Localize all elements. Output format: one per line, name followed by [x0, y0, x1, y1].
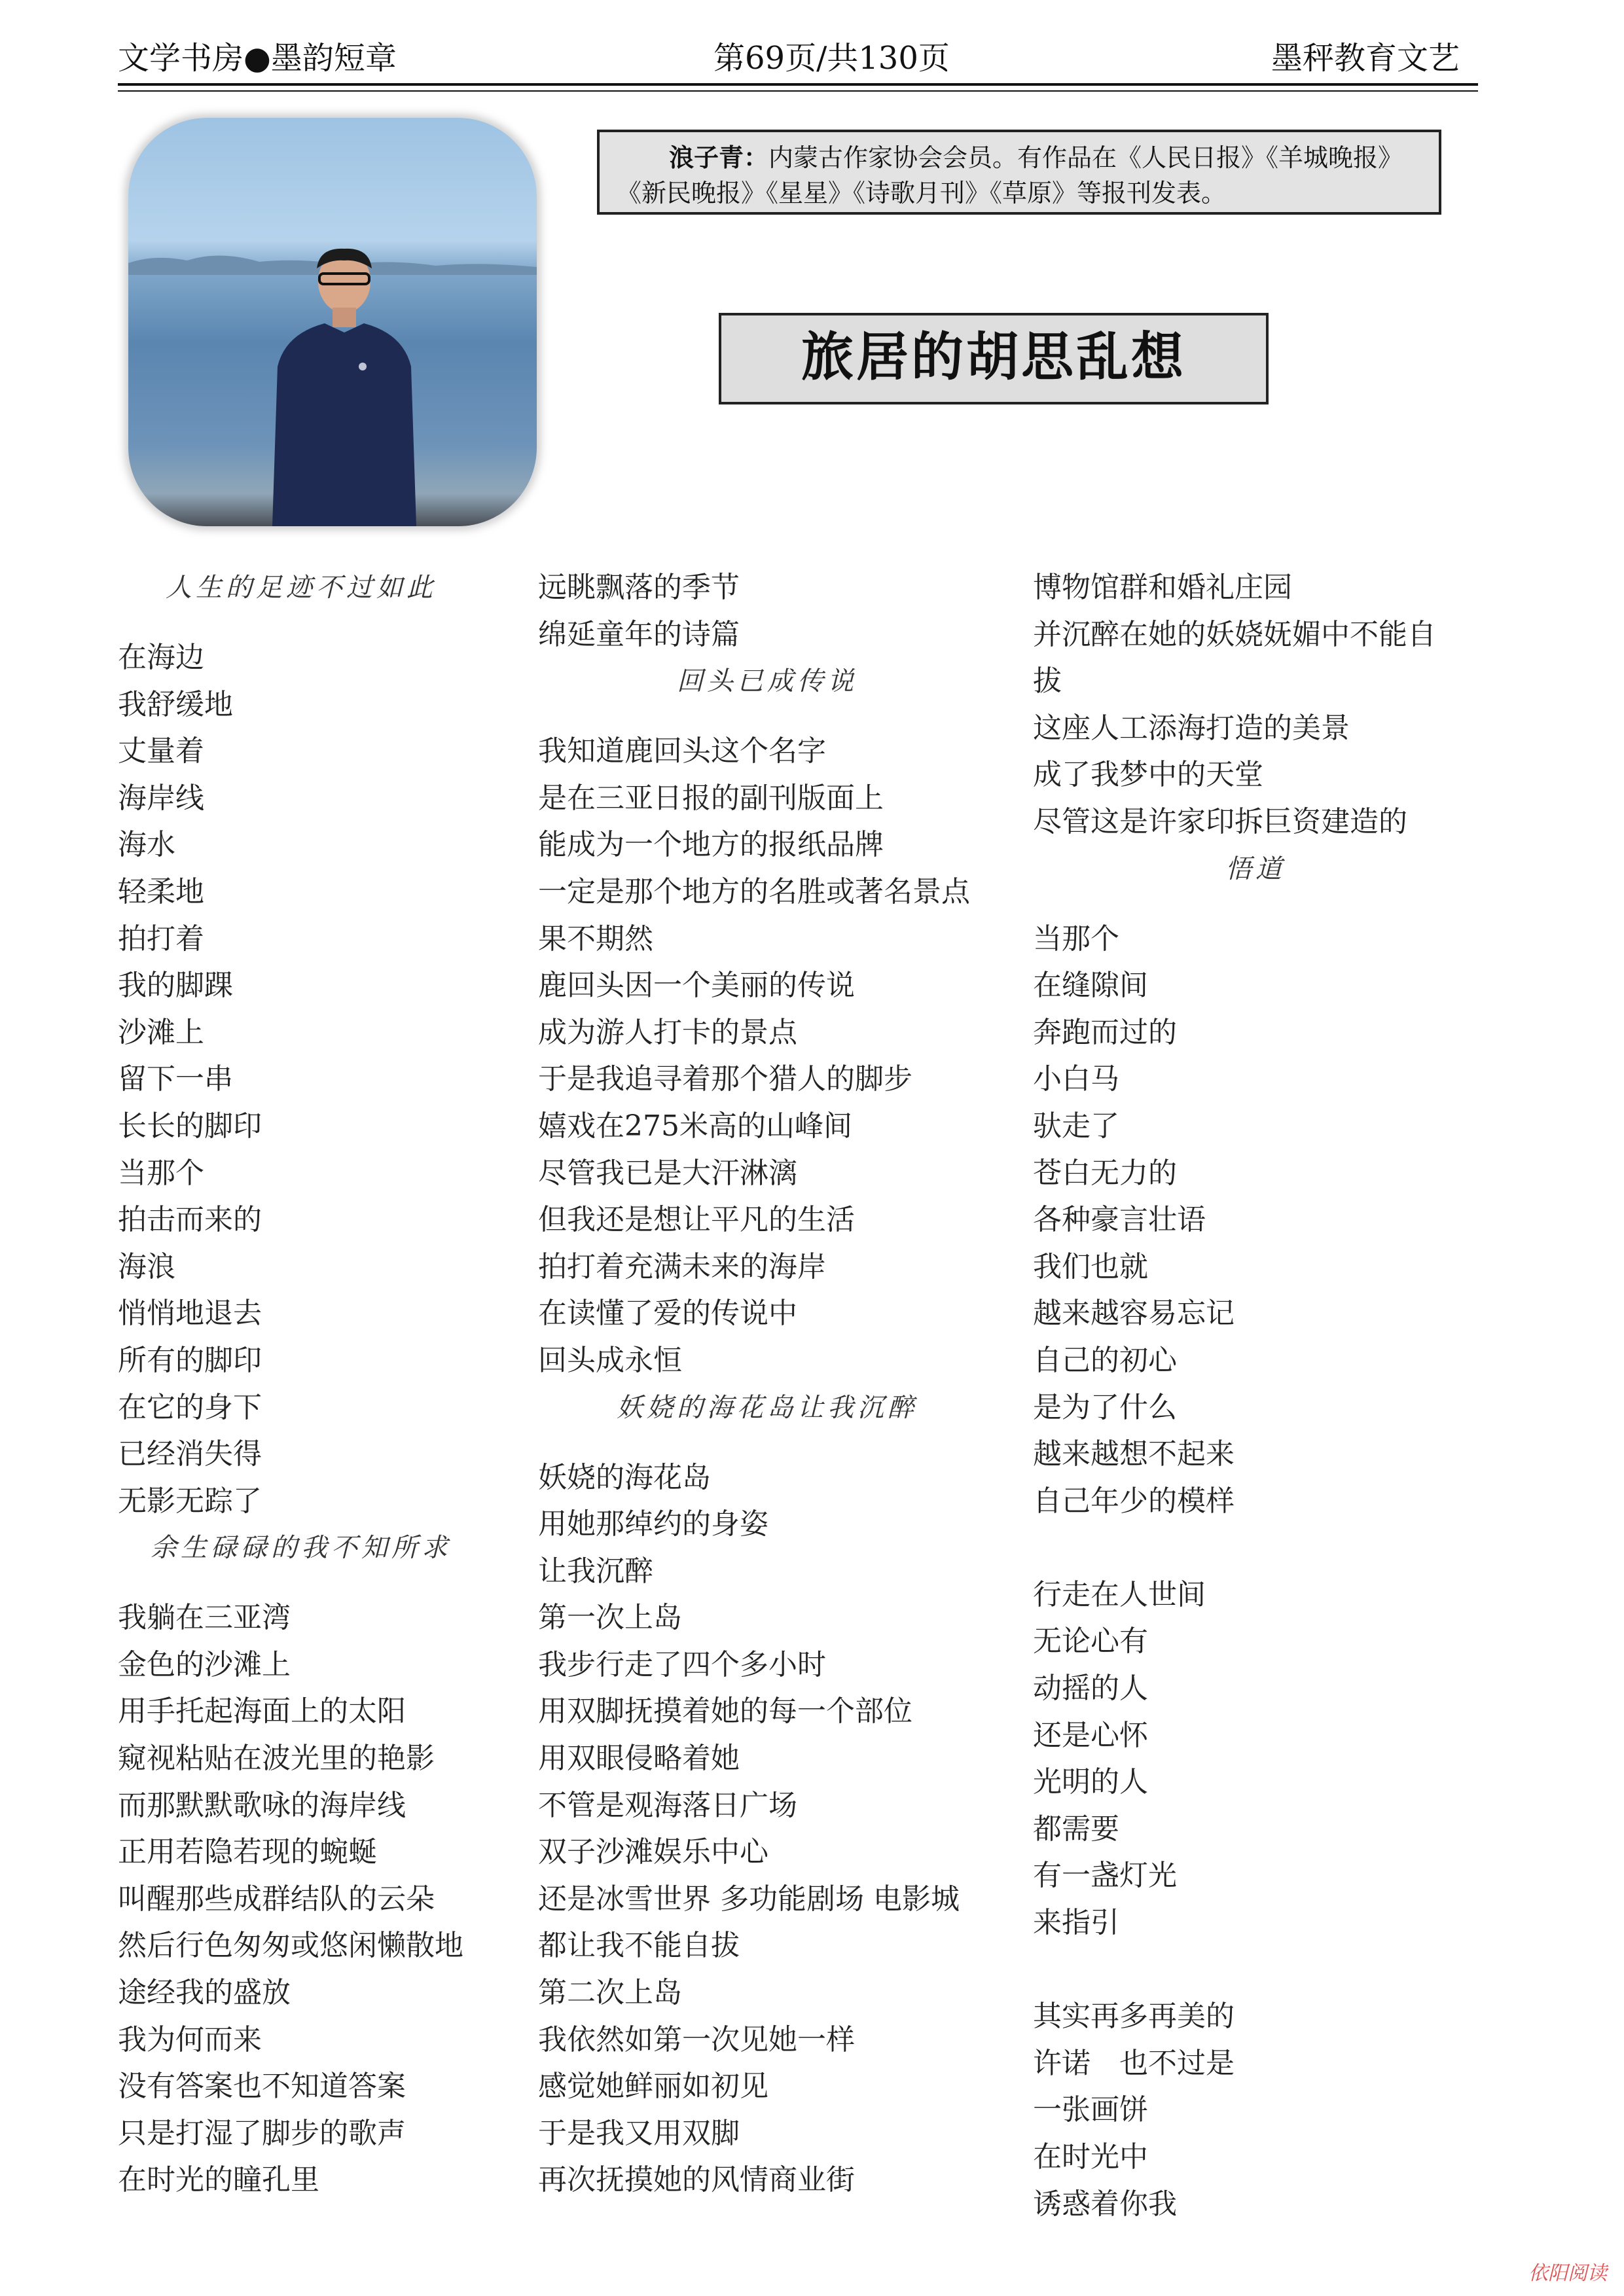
- section-heading: 悟道: [1225, 853, 1286, 884]
- page-number: 第69页/共130页: [713, 40, 950, 77]
- poem-line: 并沉醉在她的妖娆妩媚中不能自: [1033, 617, 1436, 651]
- poem-line: 是在三亚日报的副刊版面上: [538, 781, 884, 815]
- poem-line: 回头成永恒: [538, 1343, 682, 1377]
- section-heading: 人生的足迹不过如此: [166, 573, 437, 603]
- person-figure: [259, 242, 429, 526]
- poem-line: 自己年少的模样: [1033, 1484, 1235, 1518]
- text-column-1: [118, 564, 484, 2204]
- poem-line: 已经消失得: [118, 1437, 262, 1471]
- poem-line: 所有的脚印: [118, 1343, 262, 1377]
- poem-line: 无论心有: [1033, 1624, 1148, 1659]
- poem-line: 行走在人世间: [1033, 1577, 1206, 1611]
- poem-line: 然后行色匆匆或悠闲懒散地: [118, 1929, 463, 1963]
- poem-line: 海岸线: [118, 781, 204, 815]
- poem-line: 光明的人: [1033, 1765, 1148, 1799]
- poem-line: 叫醒那些成群结队的云朵: [118, 1882, 435, 1916]
- page-header: [118, 26, 1479, 79]
- poem-line: 海水: [118, 828, 175, 862]
- poem-line: 我知道鹿回头这个名字: [538, 734, 826, 768]
- poem-line: 沙滩上: [118, 1015, 204, 1049]
- poem-line: 在海边: [118, 641, 204, 674]
- poem-line: 我依然如第一次见她一样: [538, 2022, 855, 2056]
- poem-line: 诱惑着你我: [1033, 2187, 1177, 2221]
- poem-line: 在它的身下: [118, 1390, 262, 1424]
- poem-line: 妖娆的海花岛: [538, 1460, 711, 1494]
- poem-line: 苍白无力的: [1033, 1156, 1177, 1190]
- poem-line: 让我沉醉: [538, 1554, 653, 1588]
- poem-line: 尽管我已是大汗淋漓: [538, 1156, 797, 1190]
- poem-line: 丈量着: [118, 734, 204, 768]
- poem-line: 果不期然: [538, 922, 653, 956]
- poem-line: 当那个: [1033, 922, 1119, 956]
- poem-line: 感觉她鲜丽如初见: [538, 2070, 768, 2104]
- text-column-3: [1033, 564, 1478, 2227]
- section-heading: 妖娆的海花岛让我沉醉: [617, 1392, 918, 1423]
- poem-line: 越来越容易忘记: [1033, 1297, 1235, 1331]
- poem-line: 自己的初心: [1033, 1343, 1177, 1377]
- poem-line: 在时光的瞳孔里: [118, 2163, 319, 2197]
- poem-line: 轻柔地: [118, 874, 204, 908]
- poem-line: 长长的脚印: [118, 1109, 262, 1143]
- author-photo: [128, 118, 537, 526]
- poem-line: 一张画饼: [1033, 2093, 1148, 2127]
- poem-line: 在时光中: [1033, 2140, 1148, 2174]
- poem-line: 途经我的盛放: [118, 1976, 291, 2010]
- section-heading: 回头已成传说: [677, 666, 857, 697]
- poem-line: 能成为一个地方的报纸品牌: [538, 828, 884, 862]
- poem-line: 留下一串: [118, 1062, 233, 1096]
- poem-line: 拍打着充满未来的海岸: [538, 1249, 826, 1283]
- poem-line: 用双眼侵略着她: [538, 1742, 740, 1776]
- poem-line: 但我还是想让平凡的生活: [538, 1203, 855, 1237]
- poem-line: 我为何而来: [118, 2022, 262, 2056]
- poem-line: 尽管这是许家印拆巨资建造的: [1033, 804, 1407, 838]
- poem-line: 正用若隐若现的蜿蜒: [118, 1835, 377, 1869]
- poem-line: 成为游人打卡的景点: [538, 1015, 797, 1049]
- poem-line: 当那个: [118, 1156, 204, 1190]
- header-rule-thick: [118, 83, 1478, 86]
- poem-line: 用她那绰约的身姿: [538, 1507, 768, 1541]
- section-heading: 余生碌碌的我不知所求: [151, 1533, 452, 1564]
- poem-line: 我躺在三亚湾: [118, 1601, 291, 1635]
- poem-line: 远眺飘落的季节: [538, 571, 740, 604]
- author-bio-text: 内蒙古作家协会会员。有作品在《人民日报》《羊城晚报》《新民晚报》《星星》《诗歌月刊》《草原》等报刊发表。: [617, 143, 1403, 207]
- poem-line: 拍打着: [118, 922, 204, 956]
- poem-line: 而那默默歌咏的海岸线: [118, 1788, 406, 1822]
- poem-line: 来指引: [1033, 1906, 1119, 1940]
- poem-line: 我舒缓地: [118, 687, 233, 721]
- poem-line: 是为了什么: [1033, 1390, 1177, 1424]
- poem-line: 小白马: [1033, 1062, 1119, 1096]
- poem-line: 许诺 也不过是: [1033, 2046, 1235, 2080]
- author-name: 浪子青：: [669, 143, 769, 172]
- poem-line: 只是打湿了脚步的歌声: [118, 2116, 406, 2150]
- article-title: 旅居的胡思乱想: [719, 313, 1269, 404]
- poem-line: 我步行走了四个多小时: [538, 1647, 826, 1681]
- poem-line: 越来越想不起来: [1033, 1437, 1235, 1471]
- poem-line: 用双脚抚摸着她的每一个部位: [538, 1695, 912, 1729]
- header-left-title: 文学书房●墨韵短章: [118, 40, 397, 77]
- poem-line: 第二次上岛: [538, 1976, 682, 2010]
- poem-line: 鹿回头因一个美丽的传说: [538, 969, 855, 1003]
- poem-line: 于是我又用双脚: [538, 2116, 740, 2150]
- text-column-2: [538, 564, 996, 2204]
- poem-line: 再次抚摸她的风情商业街: [538, 2163, 855, 2197]
- header-rule-thin: [118, 90, 1478, 92]
- poem-line: 用手托起海面上的太阳: [118, 1695, 406, 1729]
- poem-line: 还是心怀: [1033, 1718, 1148, 1752]
- poem-line: 动摇的人: [1033, 1672, 1148, 1706]
- poem-line: 没有答案也不知道答案: [118, 2070, 406, 2104]
- poem-line: 各种豪言壮语: [1033, 1203, 1206, 1237]
- poem-line: 我们也就: [1033, 1249, 1148, 1283]
- stanza-break: [1033, 1524, 1478, 1571]
- poem-line: 在缝隙间: [1033, 969, 1148, 1003]
- poem-line: 成了我梦中的天堂: [1033, 758, 1263, 792]
- stanza-break: [1033, 1946, 1478, 1994]
- poem-line: 双子沙滩娱乐中心: [538, 1835, 768, 1869]
- poem-line: 嬉戏在275米高的山峰间: [538, 1109, 852, 1143]
- poem-line: 有一盏灯光: [1033, 1859, 1177, 1893]
- poem-line: 于是我追寻着那个猎人的脚步: [538, 1062, 912, 1096]
- poem-line: 都需要: [1033, 1812, 1119, 1846]
- poem-line: 绵延童年的诗篇: [538, 617, 740, 651]
- poem-line: 窥视粘贴在波光里的艳影: [118, 1742, 435, 1776]
- poem-line: 奔跑而过的: [1033, 1015, 1177, 1049]
- poem-line: 还是冰雪世界 多功能剧场 电影城: [538, 1882, 960, 1916]
- poem-line: 博物馆群和婚礼庄园: [1033, 571, 1292, 604]
- poem-line: 驮走了: [1033, 1109, 1119, 1143]
- poem-line: 不管是观海落日广场: [538, 1788, 797, 1822]
- poem-line: 海浪: [118, 1249, 175, 1283]
- author-bio: [597, 130, 1441, 215]
- poem-line: 拍击而来的: [118, 1203, 262, 1237]
- watermark: 依阳阅读: [1528, 2262, 1607, 2285]
- header-right-title: 墨秤教育文艺: [1271, 40, 1460, 77]
- poem-line: 一定是那个地方的名胜或著名景点: [538, 874, 970, 908]
- poem-line: 这座人工添海打造的美景: [1033, 711, 1350, 745]
- poem-line: 我的脚踝: [118, 969, 233, 1003]
- poem-line: 第一次上岛: [538, 1601, 682, 1635]
- poem-line: 在读懂了爱的传说中: [538, 1297, 797, 1331]
- poem-line: 金色的沙滩上: [118, 1647, 291, 1681]
- poem-line: 拔: [1033, 664, 1062, 698]
- poem-line: 无影无踪了: [118, 1484, 262, 1518]
- poem-line: 其实再多再美的: [1033, 2000, 1235, 2034]
- poem-line: 都让我不能自拔: [538, 1929, 740, 1963]
- poem-line: 悄悄地退去: [118, 1297, 262, 1331]
